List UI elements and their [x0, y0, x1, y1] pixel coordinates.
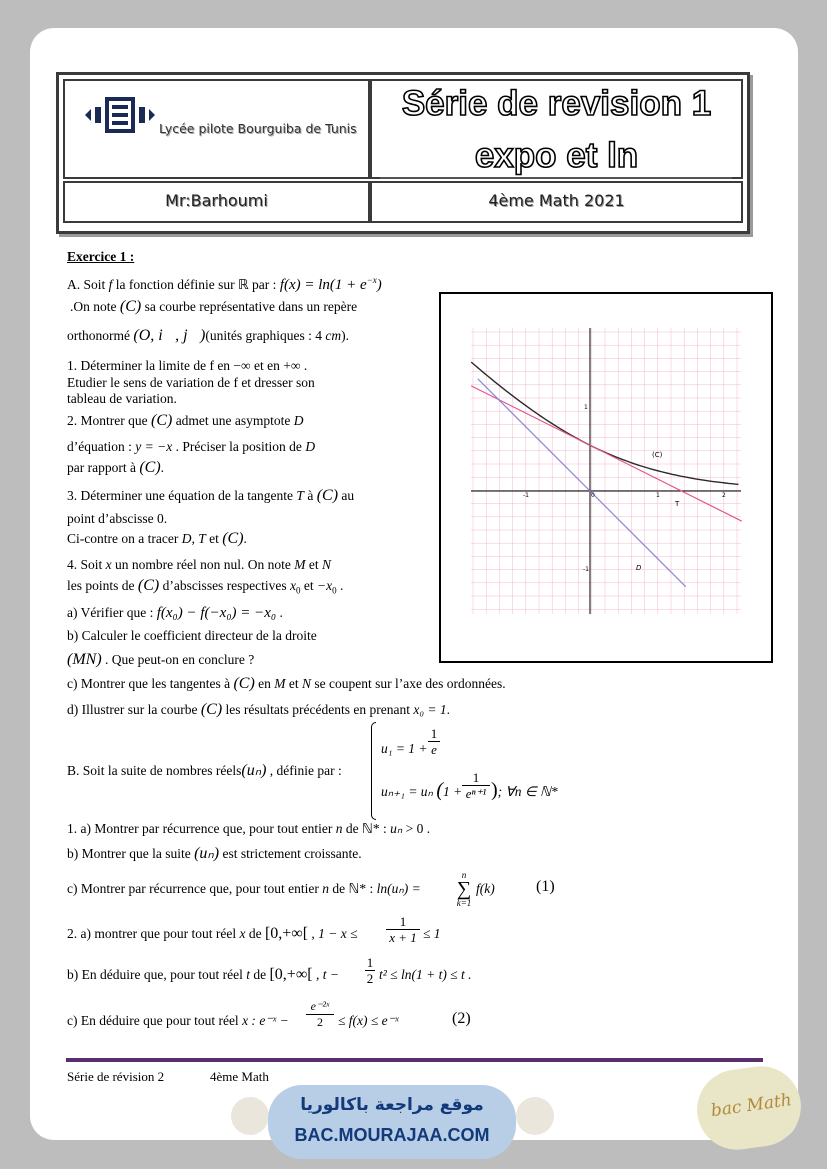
b-q2b: b) En déduire que, pour tout réel t de [0,+∞[ , t −: [67, 966, 339, 983]
label-C: (C): [652, 451, 663, 459]
recurrence-end: ); ∀n ∈ ℕ*: [491, 779, 558, 801]
system-brace: [371, 722, 376, 820]
b-q1b: b) Montrer que la suite (uₙ) est strictement croissante.: [67, 845, 362, 862]
b-q2a-fraction: 1 x + 1: [386, 914, 420, 945]
banner-site-link[interactable]: BAC.MOURAJAA.COM: [294, 1125, 490, 1145]
class-year: 4ème Math 2021: [488, 191, 625, 210]
tick-x-0: 0: [591, 492, 595, 499]
u1-def: u₁ = 1 +: [381, 741, 428, 756]
q1-line-2: Etudier le sens de variation de f et dresser son: [67, 375, 315, 390]
b-q1a: 1. a) Montrer par récurrence que, pour tout entier n de ℕ* : uₙ > 0 .: [67, 821, 431, 836]
q4-line-2: les points de (C) d’abscisses respectives $x_0$ et $-x_0$ .: [67, 577, 344, 596]
title-line-1: Série de revision 1: [401, 84, 712, 123]
tangent-T: [471, 386, 742, 521]
teacher-name: Mr:Barhoumi: [165, 191, 268, 210]
title-line-2: expo et ln: [474, 136, 639, 175]
b-q2c: c) En déduire que pour tout réel x : e⁻ˣ −: [67, 1013, 289, 1028]
site-banner[interactable]: [268, 1085, 516, 1159]
tick-x-1: 1: [656, 492, 660, 499]
footer-left-logo-icon: [231, 1097, 269, 1135]
q2-line-1: 2. Montrer que (C) admet une asymptote D: [67, 412, 304, 429]
q3-line-3: Ci-contre on a tracer D, T et (C).: [67, 530, 247, 547]
q4-line-1: 4. Soit x un nombre réel non nul. On note M et N: [67, 557, 331, 572]
recurrence-fraction: 1 eⁿ⁺¹: [462, 770, 490, 801]
part-b-intro: B. Soit la suite de nombres réels(uₙ) , définie par :: [67, 762, 342, 779]
title-underline: [380, 177, 732, 179]
teacher-cell: [63, 181, 370, 223]
title-cell: [370, 79, 743, 179]
qb-line-1: b) Calculer le coefficient directeur de la droite: [67, 628, 317, 643]
q2-line-2: d’équation : y = −x . Préciser la position de D: [67, 439, 316, 454]
banner-arabic[interactable]: موقع مراجعة باكالوريا: [300, 1095, 484, 1115]
qb-line-2: (MN) . Que peut-on en conclure ?: [67, 651, 255, 668]
b-q2c-end: ≤ f(x) ≤ e⁻ˣ: [338, 1013, 399, 1028]
graph-frame: [439, 292, 773, 663]
q3-line-2: point d’abscisse 0.: [67, 511, 168, 526]
label-D: D: [636, 564, 642, 572]
equation-tag-2: (2): [452, 1010, 471, 1027]
footer-rule: [66, 1058, 763, 1062]
footer-right-logo-icon: [516, 1097, 554, 1135]
b-q2b-end: t² ≤ ln(1 + t) ≤ t .: [379, 967, 472, 982]
tick-x-neg1: -1: [523, 492, 529, 499]
u1-fraction: 1 e: [428, 726, 440, 757]
tick-x-2: 2: [722, 492, 726, 499]
qd-line: d) Illustrer sur la courbe (C) les résultats précédents en prenant x₀ = 1.: [67, 701, 451, 718]
tick-y-neg1: -1: [583, 566, 589, 573]
b-q2c-fraction: e⁻²ˣ 2: [306, 999, 334, 1030]
tick-y-1: 1: [584, 404, 588, 411]
frame-note: orthonormé (O, i⃗, j⃗)(unités graphiques : 4 cm).: [67, 327, 349, 344]
q2-line-3: par rapport à (C).: [67, 459, 165, 476]
b-q1c: c) Montrer par récurrence que, pour tout entier n de ℕ* : ln(uₙ) =: [67, 881, 421, 896]
sum-symbol: n ∑ k=1: [456, 870, 472, 908]
label-T: T: [675, 500, 680, 508]
b-q2a-end: ≤ 1: [423, 926, 441, 941]
b-q2b-fraction: 1 2: [366, 955, 374, 986]
class-cell: [370, 181, 743, 223]
b-q2a: 2. a) montrer que pour tout réel x de [0,+∞[ , 1 − x ≤: [67, 925, 358, 942]
graph-grid: [471, 328, 741, 614]
bac-math-text: bac Math: [709, 1090, 793, 1122]
footer-series: Série de révision 2: [67, 1069, 165, 1084]
school-logo-icon: [81, 93, 159, 137]
qc-line: c) Montrer que les tangentes à (C) en M et N se coupent sur l’axe des ordonnées.: [67, 675, 506, 692]
part-a-intro: A. Soit f la fonction définie sur ℝ par : $f(x) = \ln(1 + e^{-x})$: [67, 275, 382, 293]
f-definition: $f(x) = \ln(1 + e^{-x})$: [279, 275, 382, 293]
equation-tag-1: (1): [536, 878, 555, 895]
qa-line: a) Vérifier que : f(x₀) − f(−x₀) = −x₀ .: [67, 605, 283, 621]
header-box: [56, 72, 750, 234]
recurrence-def: uₙ₊₁ = uₙ (1 +: [381, 779, 463, 801]
asymptote-D: [478, 379, 686, 587]
curve-note: .On note (C) sa courbe représentative dans un repère: [70, 298, 358, 315]
graph-plot: [441, 294, 771, 661]
school-cell: [63, 79, 370, 179]
q3-line-1: 3. Déterminer une équation de la tangente T à (C) au: [67, 487, 355, 504]
sum-term: f(k): [476, 881, 495, 896]
footer-class: 4ème Math: [210, 1069, 269, 1084]
q1-line-1: 1. Déterminer la limite de f en −∞ et en +∞ .: [67, 358, 308, 373]
q1-line-3: tableau de variation.: [67, 391, 177, 406]
school-name: Lycée pilote Bourguiba de Tunis: [159, 121, 357, 136]
exercise-title: Exercice 1 :: [67, 249, 135, 264]
